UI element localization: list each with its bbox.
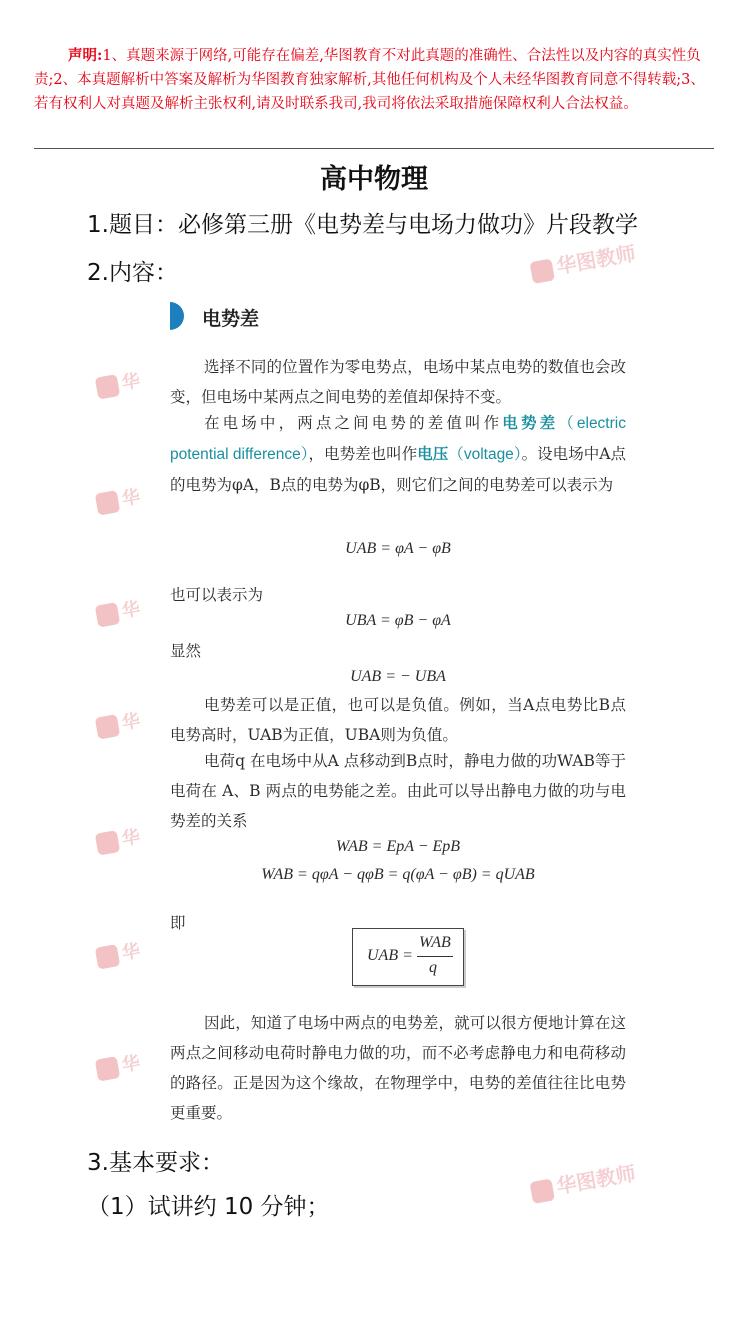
watermark-logo: 华 — [94, 1048, 142, 1081]
paragraph-5: 因此，知道了电场中两点的电势差，就可以很方便地计算在这两点之间移动电荷时静电力做的功，而不必考虑静电力和电荷移动的路径。正是因为这个缘故，在物理学中，电势的差值往往比电势更重要。 — [170, 1014, 626, 1122]
watermark-logo: 华图教师 — [528, 1157, 637, 1204]
paragraph-1: 选择不同的位置作为零电势点，电场中某点电势的数值也会改变，但电场中某两点之间电势的差值却保持不变。 — [170, 358, 626, 406]
section-title: 电势差 — [202, 308, 260, 330]
formula-uab: UAB = φA − φB — [345, 540, 451, 557]
ji-text: 即 — [170, 914, 186, 932]
disclaimer-text: 1、真题来源于网络,可能存在偏差,华图教育不对此真题的准确性、合法性以及内容的真实性负责;2、本真题解析中答案及解析为华图教育独家解析,其他任何机构及个人未经华图教育同意不得转载;3、若有权利人对真题及解析主张权利,请及时联系我司,我司将依法采取措施保障权利人合法权益。 — [34, 48, 705, 112]
disclaimer-label: 声明: — [68, 47, 103, 64]
formula-work-energy: WAB = EpA − EpB — [335, 838, 461, 855]
page-title: 高中物理 — [320, 164, 428, 195]
boxed-denominator: q — [429, 959, 437, 976]
watermark-logo: 华 — [94, 936, 142, 969]
boxed-lhs: UAB = — [367, 947, 413, 964]
watermark-logo: 华图教师 — [528, 237, 637, 284]
textbook-excerpt — [170, 296, 640, 1136]
term-potential-difference: 电势差 — [502, 413, 559, 432]
also-text: 也可以表示为 — [170, 586, 264, 604]
paragraph-4: 电荷q 在电场中从A 点移动到B点时，静电力做的功WAB等于电荷在 A、B 两点的电势能之差。由此可以导出静电力做的功与电势差的关系 — [170, 752, 626, 830]
watermark-logo: 华 — [94, 366, 142, 399]
formula-relation: UAB = − UBA — [350, 668, 446, 685]
boxed-formula — [352, 928, 464, 986]
paragraph-2: 在电场中，两点之间电势的差值叫作电势差（electric potential difference），电势差也叫作电压（voltage）。设电场中A点的电势为φA，B点的电势为φB，则它们之间的电势差可以表示为 — [170, 413, 626, 494]
divider — [34, 148, 714, 149]
fraction-bar — [417, 956, 453, 957]
boxed-numerator: WAB — [419, 934, 451, 951]
obviously-text: 显然 — [170, 642, 202, 660]
watermark-logo: 华 — [94, 706, 142, 739]
paragraph-3: 电势差可以是正值，也可以是负值。例如，当A点电势比B点电势高时，UAB为正值，UBA则为负值。 — [170, 696, 626, 744]
disclaimer — [34, 44, 714, 116]
watermark-logo: 华 — [94, 822, 142, 855]
watermark-logo: 华 — [94, 594, 142, 627]
formula-work-potential: WAB = qφA − qφB = q(φA − φB) = qUAB — [261, 866, 535, 883]
term-voltage: 电压 — [417, 444, 449, 463]
topic-line: 1.题目：必修第三册《电势差与电场力做功》片段教学 — [87, 212, 638, 238]
watermark-logo: 华 — [94, 482, 142, 515]
requirements-line: 3.基本要求： — [87, 1150, 224, 1176]
requirement-1: （1）试讲约 10 分钟； — [87, 1194, 330, 1220]
section-marker-icon — [170, 302, 184, 330]
formula-uba: UBA = φB − φA — [345, 612, 451, 629]
content-line: 2.内容： — [87, 260, 178, 286]
